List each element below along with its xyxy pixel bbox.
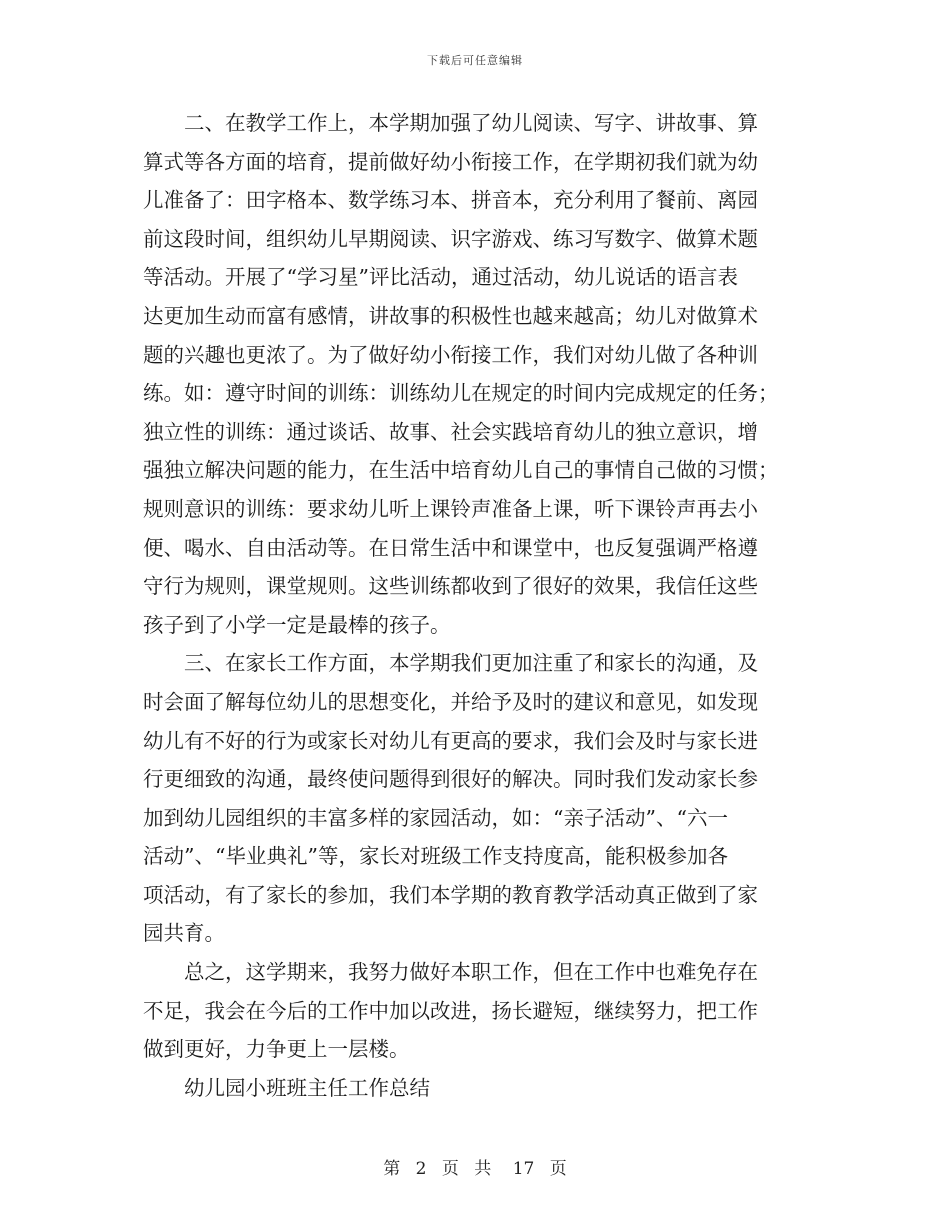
text-line: 加到幼儿园组织的丰富多样的家园活动，如：“亲子活动”、“六一	[143, 805, 728, 830]
text-line: 孩子到了小学一定是最棒的孩子。	[143, 612, 451, 637]
text-line: 前这段时间，组织幼儿早期阅读、识字游戏、练习写数字、做算术题	[143, 226, 758, 251]
page-footer	[0, 1154, 950, 1179]
text-line: 二、在教学工作上，本学期加强了幼儿阅读、写字、讲故事、算	[184, 111, 758, 135]
text-line: 便、喝水、自由活动等。在日常生活中和课堂中，也反复强调严格遵	[143, 535, 758, 560]
text-line: 幼儿有不好的行为或家长对幼儿有更高的要求，我们会及时与家长进	[143, 728, 758, 753]
text-line: 守行为规则，课堂规则。这些训练都收到了很好的效果，我信任这些	[143, 574, 758, 599]
text-line: 儿准备了：田字格本、数学练习本、拼音本，充分利用了餐前、离园	[143, 188, 758, 213]
text-line: 练。如：遵守时间的训练：训练幼儿在规定的时间内完成规定的任务；	[143, 381, 779, 406]
text-line: 独立性的训练：通过谈话、故事、社会实践培育幼儿的独立意识，增	[143, 419, 758, 444]
text-line: 总之，这学期来，我努力做好本职工作，但在工作中也难免存在	[184, 960, 758, 985]
footer-label-ye: 页	[441, 1159, 459, 1179]
text-line: 时会面了解每位幼儿的思想变化，并给予及时的建议和意见，如发现	[143, 689, 758, 714]
page-header: 下载后可任意编辑	[427, 54, 523, 67]
text-line: 幼儿园小班班主任工作总结	[184, 1075, 430, 1100]
text-line: 做到更好，力争更上一层楼。	[143, 1037, 410, 1062]
text-line: 活动”、“毕业典礼”等，家长对班级工作支持度高，能积极参加各	[143, 844, 728, 869]
text-line: 强独立解决问题的能力，在生活中培育幼儿自己的事情自己做的习惯；	[143, 458, 779, 483]
footer-label-gong: 共	[474, 1159, 492, 1179]
text-line: 算式等各方面的培育，提前做好幼小衔接工作，在学期初我们就为幼	[143, 149, 758, 174]
text-line: 园共育。	[143, 921, 225, 946]
text-line: 达更加生动而富有感情，讲故事的积极性也越来越高；幼儿对做算术	[143, 303, 758, 328]
text-line: 规则意识的训练：要求幼儿听上课铃声准备上课，听下课铃声再去小	[143, 496, 758, 521]
text-line: 不足，我会在今后的工作中加以改进，扬长避短，继续努力，把工作	[143, 998, 758, 1023]
total-page-count: 17	[512, 1159, 535, 1179]
text-line: 三、在家长工作方面，本学期我们更加注重了和家长的沟通，及	[184, 651, 758, 676]
footer-label-ye-total: 页	[549, 1159, 567, 1179]
footer-label-di: 第	[383, 1159, 401, 1179]
text-line: 项活动，有了家长的参加，我们本学期的教育教学活动真正做到了家	[143, 882, 758, 907]
text-line: 等活动。开展了“学习星”评比活动，通过活动，幼儿说话的语言表	[143, 265, 738, 290]
text-line: 行更细致的沟通，最终使问题得到很好的解决。同时我们发动家长参	[143, 767, 758, 792]
text-line: 题的兴趣也更浓了。为了做好幼小衔接工作，我们对幼儿做了各种训	[143, 342, 758, 367]
current-page-number: 2	[415, 1159, 427, 1179]
document-body	[143, 104, 808, 1107]
